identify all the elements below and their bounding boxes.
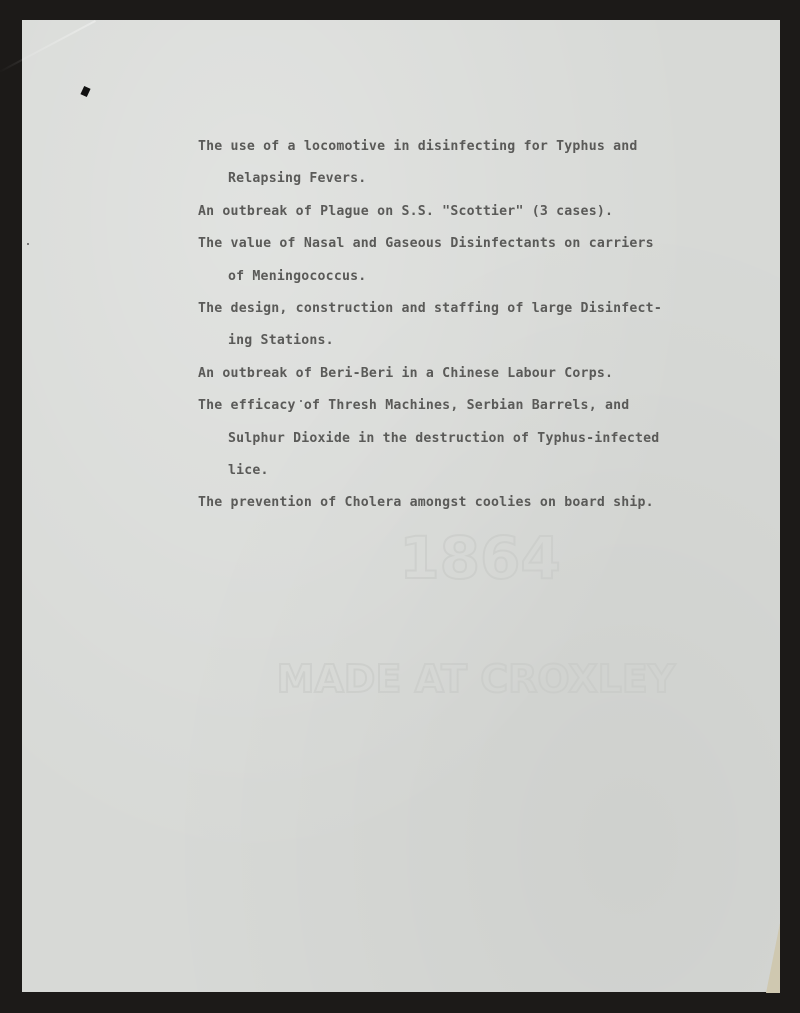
- typed-line: The efficacy of Thresh Machines, Serbian Barrels, and: [198, 398, 630, 414]
- typed-line: The use of a locomotive in disinfecting for Typhus and: [198, 139, 638, 154]
- typed-line: The prevention of Cholera amongst coolies on board ship.: [198, 495, 654, 511]
- torn-corner: [766, 923, 780, 993]
- typed-line: An outbreak of Plague on S.S. "Scottier" (3 cases).: [198, 203, 614, 219]
- typed-list: [198, 136, 758, 525]
- typed-line: of Meningococcus.: [228, 268, 367, 284]
- watermark-year: 1864: [399, 524, 561, 592]
- typed-line: The design, construction and staffing of large Disinfect-: [198, 300, 662, 316]
- typed-line: The value of Nasal and Gaseous Disinfectants on carriers: [198, 236, 654, 252]
- watermark-maker: MADE AT CROXLEY: [276, 657, 676, 701]
- typed-line: lice.: [228, 462, 269, 478]
- typed-line: ing Stations.: [228, 333, 334, 349]
- typed-line: An outbreak of Beri-Beri in a Chinese Labour Corps.: [198, 365, 614, 381]
- typed-line: Sulphur Dioxide in the destruction of Typhus-infected: [228, 430, 660, 446]
- typed-line: Relapsing Fevers.: [228, 171, 367, 187]
- paper-speck: [27, 243, 29, 245]
